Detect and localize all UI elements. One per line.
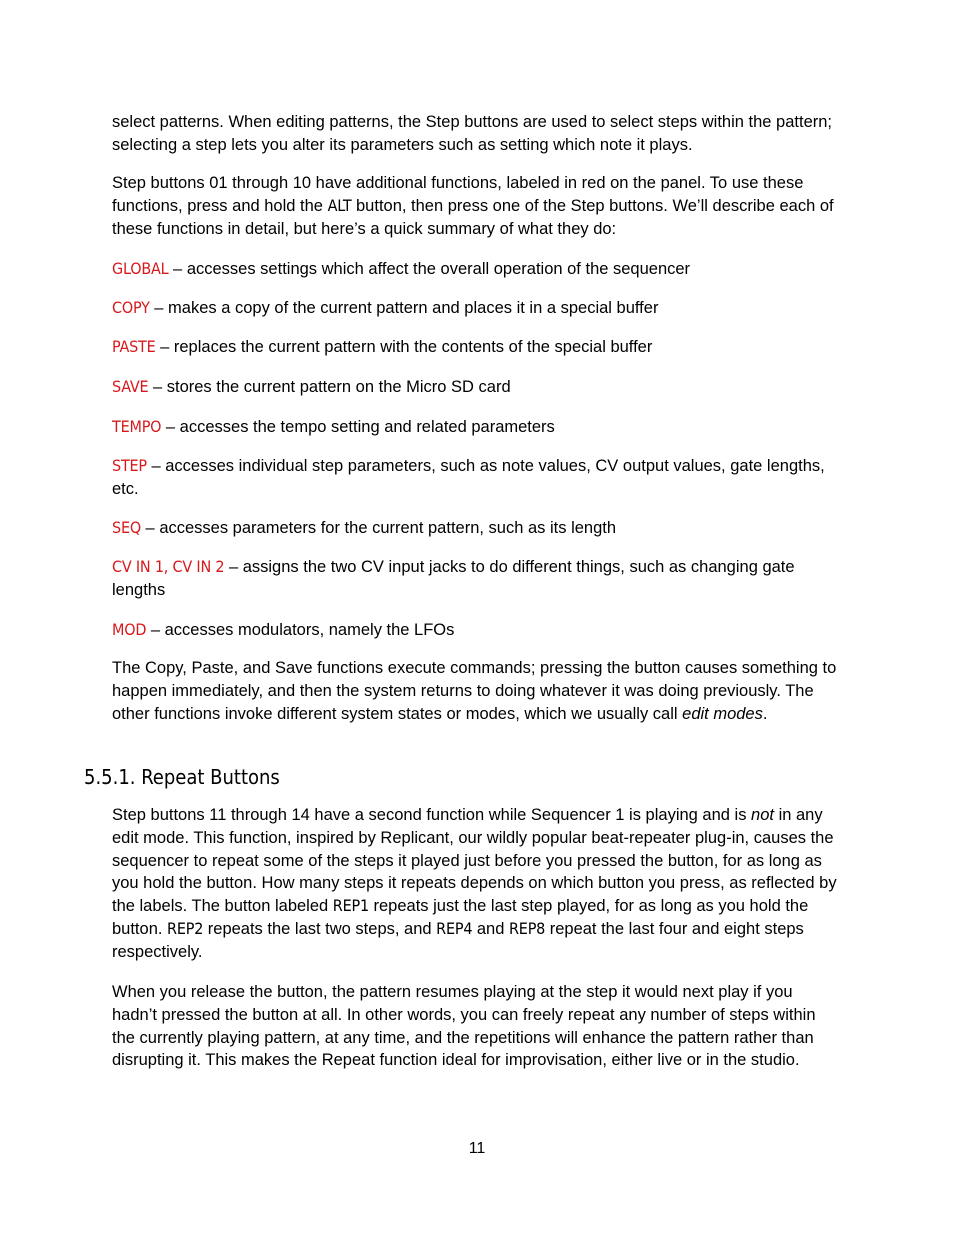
function-label: SEQ [112,518,141,537]
function-item-paste [112,336,840,359]
intro-paragraph-1-text: select patterns. When editing patterns, the Step buttons are used to select steps within the pattern; selecting a step lets you alter its parameters such as setting which note it plays. [112,113,833,154]
function-desc: – accesses individual step parameters, such as note values, CV output values, gate lengths, etc. [112,457,825,498]
repeat-text-c: repeats just the last step played, for as long as you hold the button. [112,897,809,938]
function-item-copy [112,297,840,320]
function-item-tempo [112,416,840,439]
intro-p2-text-a: Step buttons 01 through 10 have additional functions, labeled in red on the panel. To use these functions, press and hold the [112,174,804,215]
rep2-label: REP2 [167,918,204,938]
section-heading: 5.5.1. Repeat Buttons [84,765,280,789]
summary-text: The Copy, Paste, and Save functions execute commands; pressing the button causes something to happen immediately, and then the system returns to doing whatever it was doing previously. The other functions invoke different system states or modes, which we usually call [112,659,837,723]
function-label: STEP [112,456,147,475]
function-item-cv-in [112,556,840,602]
intro-p2-text-b: button, then press one of the Step buttons. We’ll describe each of these functions in detail, but here’s a quick summary of what they do: [112,196,834,238]
function-label: COPY [112,298,150,317]
rep1-label: REP1 [332,896,369,916]
function-desc: – accesses the tempo setting and related parameters [161,418,555,436]
repeat-text-f: repeat the last four and eight steps respectively. [112,919,804,961]
repeat-paragraph-2 [112,981,840,1072]
repeat-paragraph-2-text: When you release the button, the pattern resumes playing at the step it would next play if you hadn’t pressed the button at all. In other words, you can freely repeat any number of steps within the currently playing pattern, at any time, and the repetitions will enhance the pattern rather than disrupting it. This makes the Repeat function ideal for improvisation, either live or in the studio. [112,983,816,1070]
function-label: GLOBAL [112,259,169,278]
function-label: SAVE [112,377,149,396]
repeat-text-d: repeats the last two steps, and [203,919,437,938]
function-desc: – replaces the current pattern with the contents of the special buffer [155,338,653,356]
function-label: CV IN 1, CV IN 2 [112,557,225,576]
summary-paragraph [112,657,840,725]
function-desc: – accesses modulators, namely the LFOs [146,621,455,639]
rep4-label: REP4 [436,918,473,938]
page-number: 11 [468,1140,486,1157]
function-desc: – makes a copy of the current pattern and places it in a special buffer [149,299,659,317]
repeat-text-a: Step buttons 11 through 14 have a second function while Sequencer 1 is playing and is [112,806,752,824]
summary-end: . [762,704,768,723]
function-item-seq [112,517,840,540]
function-desc: – accesses settings which affect the overall operation of the sequencer [168,260,691,278]
edit-modes-term: edit modes [682,704,763,723]
function-label: TEMPO [112,417,162,436]
intro-paragraph-1 [112,111,840,157]
function-label: MOD [112,620,147,639]
repeat-text-b: in any edit mode. This function, inspired by Replicant, our wildly popular beat-repeater plug-in, causes the sequencer to repeat some of the steps it played just before you pressed the button, for as long as you hold the button. How many steps it repeats depends on which button you press, as reflected by the labels. The button labeled [112,806,837,916]
repeat-text-e: and [472,919,509,938]
not-emphasis: not [751,806,774,824]
function-item-step [112,455,840,501]
function-desc: – assigns the two CV input jacks to do different things, such as changing gate lengths [112,558,795,599]
function-item-save [112,376,840,399]
function-desc: – accesses parameters for the current pattern, such as its length [140,519,617,537]
alt-button-label: ALT [327,195,352,215]
function-item-mod [112,619,840,642]
repeat-paragraph-1 [112,804,840,964]
function-label: PASTE [112,337,156,356]
function-item-global [112,258,840,281]
rep8-label: REP8 [509,918,546,938]
intro-paragraph-2 [112,172,840,240]
function-desc: – stores the current pattern on the Micro SD card [148,378,511,396]
